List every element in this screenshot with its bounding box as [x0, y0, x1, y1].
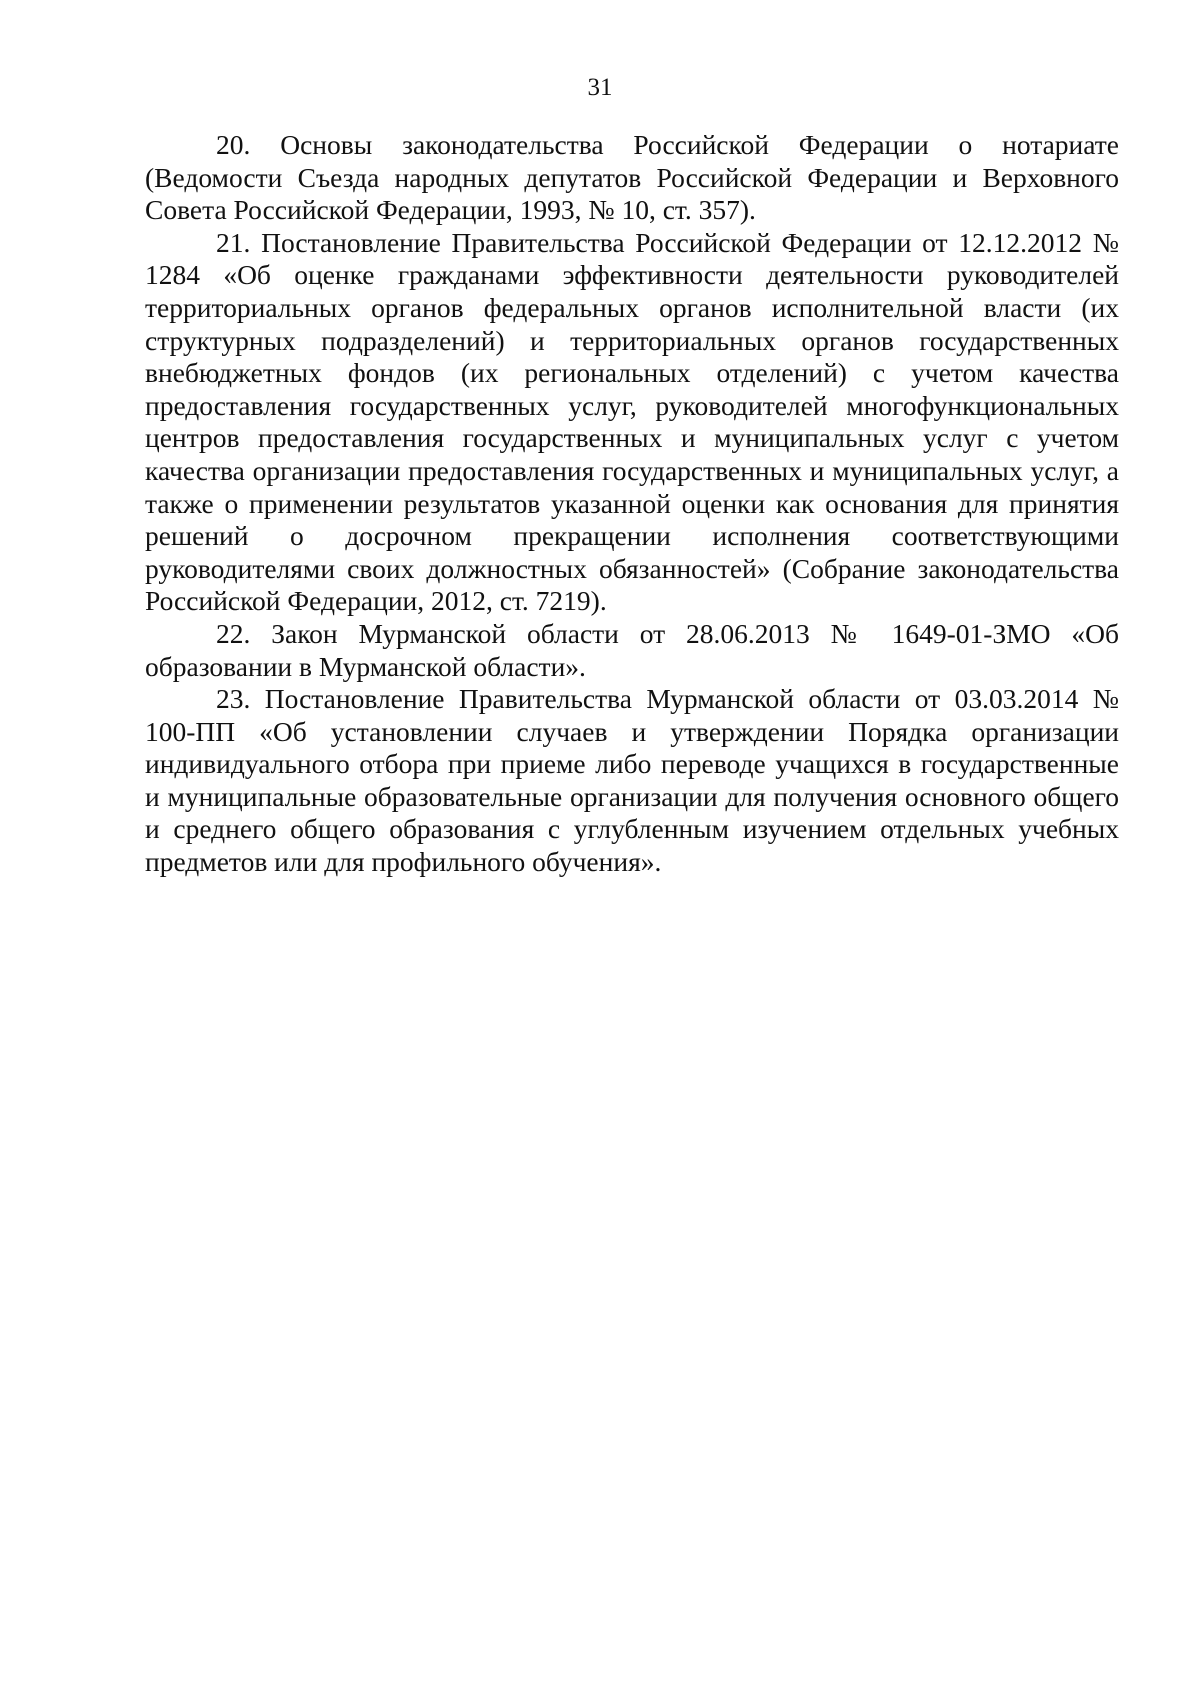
- list-item: 21. Постановление Правительства Российской Федерации от 12.12.2012 № 1284 «Об оценке гражданами эффективности деятельности руководителей территориальных органов федеральных органов исполнительной власти (их структурных подразделений) и территориальных органов государственных внебюджетных фондов (их региональных отделений) с учетом качества предоставления государственных услуг, руководителей многофункциональных центров предоставления государственных и муниципальных услуг с учетом качества организации предоставления государственных и муниципальных услуг, а также о применении результатов указанной оценки как основания для принятия решений о досрочном прекращении исполнения соответствующими руководителями своих должностных обязанностей» (Собрание законодательства Российской Федерации, 2012, ст. 7219).: [145, 226, 1119, 617]
- list-item: 23. Постановление Правительства Мурманской области от 03.03.2014 № 100-ПП «Об установлении случаев и утверждении Порядка организации индивидуального отбора при приеме либо переводе учащихся в государственные и муниципальные образовательные организации для получения основного общего и среднего общего образования с углубленным изучением отдельных учебных предметов или для профильного обучения».: [145, 683, 1119, 878]
- list-item: 20. Основы законодательства Российской Федерации о нотариате (Ведомости Съезда народных депутатов Российской Федерации и Верховного Совета Российской Федерации, 1993, № 10, ст. 357).: [145, 129, 1119, 226]
- list-item: 22. Закон Мурманской области от 28.06.2013 № 1649-01-ЗМО «Об образовании в Мурманской области».: [145, 617, 1119, 682]
- document-body: [145, 129, 1119, 879]
- page-number: 31: [587, 74, 613, 101]
